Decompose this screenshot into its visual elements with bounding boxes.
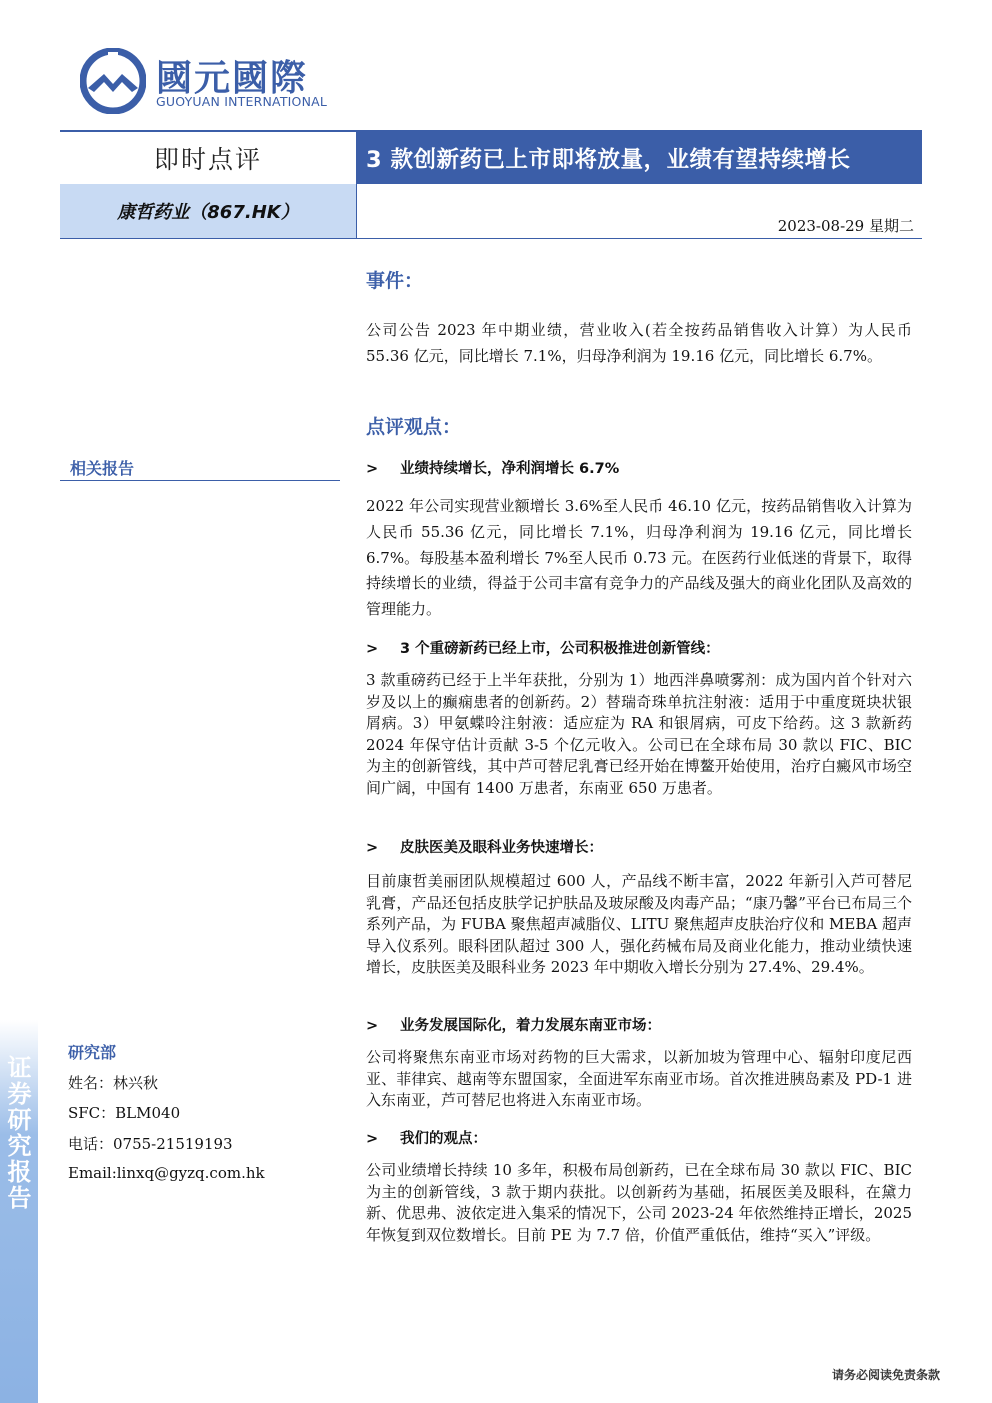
section-body-2: 3 款重磅药已经于上半年获批，分别为 1）地西泮鼻喷雾剂：成为国内首个针对六岁及以上的癫痫患者的创新药。2）替瑞奇珠单抗注射液：适用于中重度斑块状银屑病。3）甲氨蝶呤注射液：适应症为 RA 和银屑病，可皮下给药。这 3 款新药 2024 年保守估计贡献 3-5 个亿元收入。公司已在全球布局 30 款以 FIC、BIC 为主的创新管线，其中芦可替尼乳膏已经开始在博鳌开始使用，治疗白癜风市场空间广阔，中国有 1400 万患者，东南亚 650 万患者。 <box>366 671 912 797</box>
bullet-arrow-icon: > <box>366 1018 379 1034</box>
event-title: 事件： <box>366 270 424 292</box>
company-logo <box>80 48 330 118</box>
section-heading-2 <box>366 637 912 658</box>
section-heading-text: 业务发展国际化，着力发展东南亚市场： <box>400 1018 661 1034</box>
analyst-phone: 电话：0755-21519193 <box>68 1135 233 1153</box>
section-body-1: 2022 年公司实现营业额增长 3.6%至人民币 46.10 亿元，按药品销售收入计算为人民币 55.36 亿元，同比增长 7.1%，归母净利润为 19.16 亿元，同比增长 6.7%。每股基本盈利增长 7%至人民币 0.73 元。在医药行业低迷的背景下，取得持续增长的业绩，得益于公司丰富有竞争力的产品线及强大的商业化团队及高效的管理能力。 <box>366 497 912 619</box>
event-body: 公司公告 2023 年中期业绩，营业收入(若全按药品销售收入计算）为人民币 55.36 亿元，同比增长 7.1%，归母净利润为 19.16 亿元，同比增长 6.7%。 <box>366 321 912 365</box>
section-heading-4 <box>366 1014 912 1035</box>
headline-banner <box>356 132 922 184</box>
analyst-email[interactable]: Email:linxq@gyzq.com.hk <box>68 1164 265 1182</box>
report-type-cell <box>60 132 356 184</box>
logo-english-name: GUOYUAN INTERNATIONAL <box>156 94 328 109</box>
bullet-arrow-icon: > <box>366 1131 379 1147</box>
review-title: 点评观点： <box>366 416 462 438</box>
section-heading-text: 3 个重磅新药已经上市，公司积极推进创新管线： <box>400 641 720 657</box>
headline: 3 款创新药已上市即将放量，业绩有望持续增长 <box>366 147 851 173</box>
section-heading-3 <box>366 836 912 857</box>
section-heading-text: 业绩持续增长，净利润增长 6.7% <box>400 461 620 477</box>
report-date: 2023-08-29 星期二 <box>777 217 914 235</box>
bullet-arrow-icon: > <box>366 461 379 477</box>
related-reports-rule <box>60 480 340 481</box>
analyst-sfc: SFC：BLM040 <box>68 1104 181 1122</box>
section-heading-text: 皮肤医美及眼科业务快速增长： <box>400 840 603 856</box>
related-reports-heading: 相关报告 <box>70 459 135 478</box>
section-body-4: 公司将聚焦东南亚市场对药物的巨大需求，以新加坡为管理中心、辐射印度尼西亚、菲律宾、越南等东盟国家，全面进军东南亚市场。首次推进胰岛素及 PD-1 进入东南亚，芦可替尼也将进入东南亚市场。 <box>366 1048 912 1110</box>
bullet-arrow-icon: > <box>366 840 379 856</box>
analyst-name: 姓名：林兴秋 <box>68 1074 159 1092</box>
report-type: 即时点评 <box>153 145 262 174</box>
header-bottom-rule <box>60 238 922 239</box>
header-divider <box>356 184 357 238</box>
dept-heading: 研究部 <box>68 1043 117 1062</box>
company-cell <box>60 184 356 238</box>
section-heading-text: 我们的观点： <box>400 1131 487 1147</box>
bullet-arrow-icon: > <box>366 641 379 657</box>
section-heading-5 <box>366 1127 912 1148</box>
section-body-3: 目前康哲美丽团队规模超过 600 人，产品线不断丰富，2022 年新引入芦可替尼乳膏，产品还包括皮肤学记护肤品及玻尿酸及肉毒产品；“康乃馨”平台已布局三个系列产品，为 FUBA 聚焦超声减脂仪、LITU 聚焦超声皮肤治疗仪和 MEBA 超声导入仪系列。眼科团队超过 300 人，强化药械布局及商业化能力，推动业绩快速增长，皮肤医美及眼科业务 2023 年中期收入增长分别为 27.4%、29.4%。 <box>366 872 912 977</box>
section-heading-1 <box>366 457 912 478</box>
section-body-5: 公司业绩增长持续 10 多年，积极布局创新药，已在全球布局 30 款以 FIC、BIC 为主的创新管线，3 款于期内获批。以创新药为基础，拓展医美及眼科，在黛力新、优思弗、波依定进入集采的情况下，公司 2023-24 年依然维持正增长，2025 年恢复到双位数增长。目前 PE 为 7.7 倍，价值严重低估，维持“买入”评级。 <box>366 1161 912 1244</box>
company-name: 康哲药业（867.HK） <box>117 202 299 223</box>
logo-emblem-icon <box>80 48 146 114</box>
footer-disclaimer[interactable]: 请务必阅读免责条款 <box>831 1368 940 1382</box>
logo-chinese-name: 國元國際 <box>156 58 309 99</box>
vertical-label: 证券研究报告 <box>3 1055 31 1211</box>
